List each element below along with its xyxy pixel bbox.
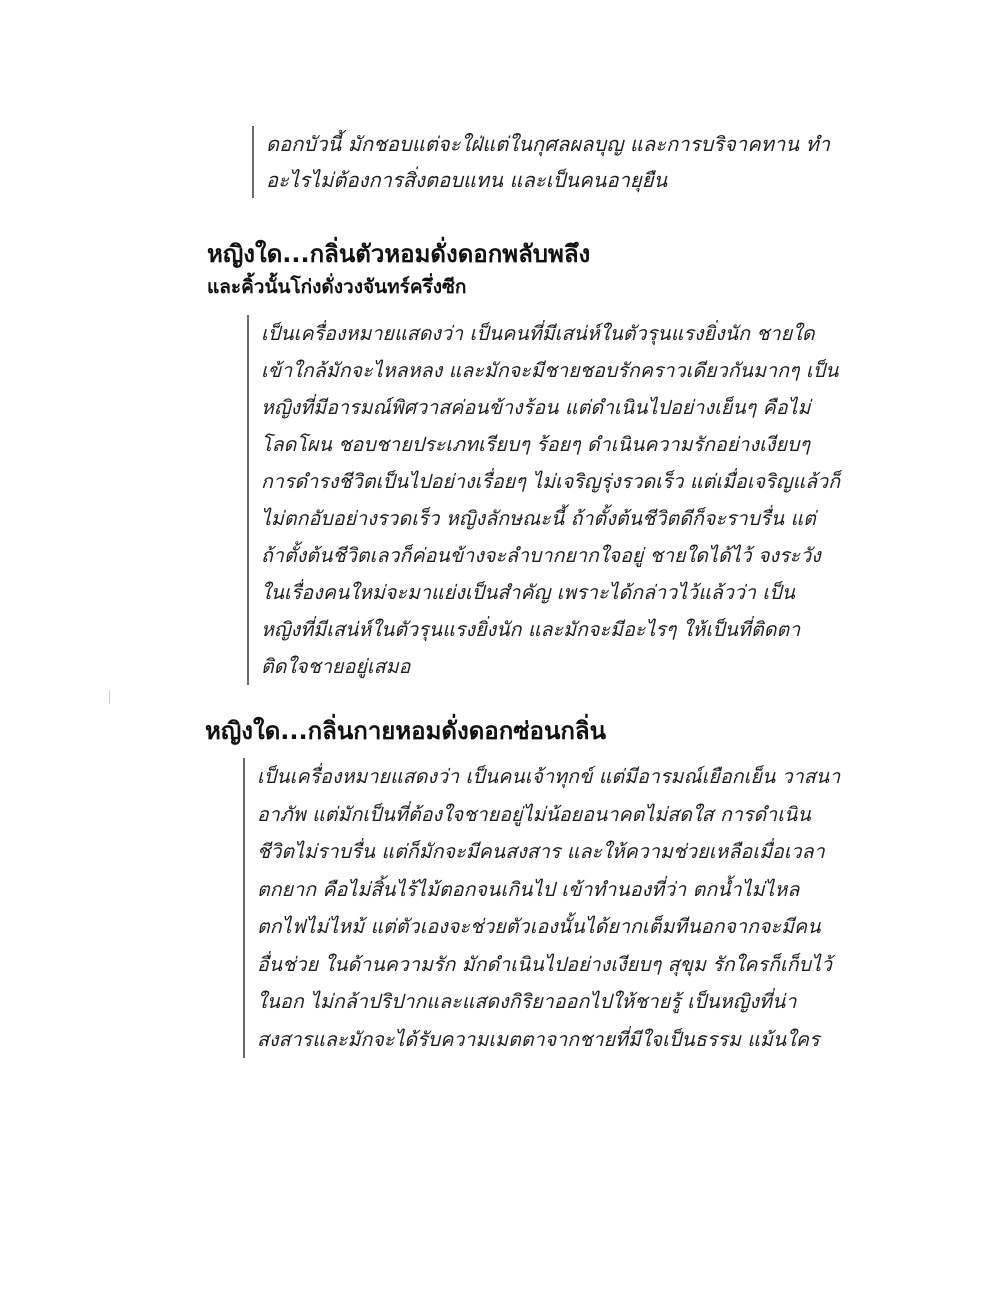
section1-quote-block [247,315,840,685]
section2-line: ตกไฟไม่ไหม้ แต่ตัวเองจะช่วยตัวเองนั้นได้ยากเต็มทีนอกจากจะมีคน [257,915,821,938]
section1-line: หญิงที่มีอารมณ์พิศวาสค่อนข้างร้อน แต่ดำเนินไปอย่างเย็นๆ คือไม่ [261,396,811,419]
section1-line: การดำรงชีวิตเป็นไปอย่างเรื่อยๆ ไม่เจริญรุ่งรวดเร็ว แต่เมื่อเจริญแล้วก็ [261,470,841,493]
section1-line: ถ้าตั้งต้นชีวิตเลวก็ค่อนข้างจะลำบากยากใจอยู่ ชายใดได้ไว้ จงระวัง [261,544,821,567]
section1-line: หญิงที่มีเสน่ห์ในตัวรุนแรงยิ่งนัก และมักจะมีอะไรๆ ให้เป็นที่ติดตา [261,618,801,641]
section1-title: หญิงใด...กลิ่นตัวหอมดั่งดอกพลับพลึง [207,240,591,268]
section1-line: ในเรื่องคนใหม่จะมาแย่งเป็นสำคัญ เพราะได้กล่าวไว้แล้วว่า เป็น [261,581,796,604]
section2-quote-block [243,758,840,1058]
section2-title: หญิงใด...กลิ่นกายหอมดั่งดอกซ่อนกลิ่น [205,717,607,745]
section2-line: สงสารและมักจะได้รับความเมตตาจากชายที่มีใจเป็นธรรม แม้นใคร [257,1027,820,1051]
margin-mark [109,690,110,704]
section2-line: อาภัพ แต่มักเป็นที่ต้องใจชายอยู่ไม่น้อยอนาคตไม่สดใส การดำเนิน [257,802,811,826]
section2-line: ชีวิตไม่ราบรื่น แต่ก็มักจะมีคนสงสาร และให้ความช่วยเหลือเมื่อเวลา [257,840,825,863]
section1-line: เป็นเครื่องหมายแสดงว่า เป็นคนที่มีเสน่ห์ในตัวรุนแรงยิ่งนัก ชายใด [261,322,815,345]
section1-line: เข้าใกล้มักจะไหลหลง และมักจะมีชายชอบรักคราวเดียวกันมากๆ เป็น [261,359,839,382]
section2-line: ตกยาก คือไม่สิ้นไร้ไม้ตอกจนเกินไป เข้าทำนองที่ว่า ตกน้ำไม่ไหล [257,877,800,901]
section2-line: ในอก ไม่กล้าปริปากและแสดงกิริยาออกไปให้ชายรู้ เป็นหญิงที่น่า [257,990,797,1013]
section1-subtitle: และคิ้วนั้นโก่งดั่งวงจันทร์ครึ่งซีก [207,276,467,298]
section2-line: อื่นช่วย ในด้านความรัก มักดำเนินไปอย่างเงียบๆ สุขุม รักใครก็เก็บไว้ [257,952,833,976]
section2-line: เป็นเครื่องหมายแสดงว่า เป็นคนเจ้าทุกข์ แต่มีอารมณ์เยือกเย็น วาสนา [257,765,841,788]
intro-quote-line: ดอกบัวนี้ มักชอบแต่จะใฝ่แต่ในกุศลผลบุญ และการบริจาคทาน ทำ [266,132,831,156]
section1-line: ไม่ตกอับอย่างรวดเร็ว หญิงลักษณะนี้ ถ้าตั้งต้นชีวิตดีก็จะราบรื่น แต่ [261,507,816,530]
intro-quote-line: อะไรไม่ต้องการสิ่งตอบแทน และเป็นคนอายุยืน [266,168,668,192]
intro-quote-block [252,126,830,198]
section1-line: โลดโผน ชอบชายประเภทเรียบๆ ร้อยๆ ดำเนินความรักอย่างเงียบๆ [261,433,811,456]
section1-line: ติดใจชายอยู่เสมอ [261,655,411,678]
